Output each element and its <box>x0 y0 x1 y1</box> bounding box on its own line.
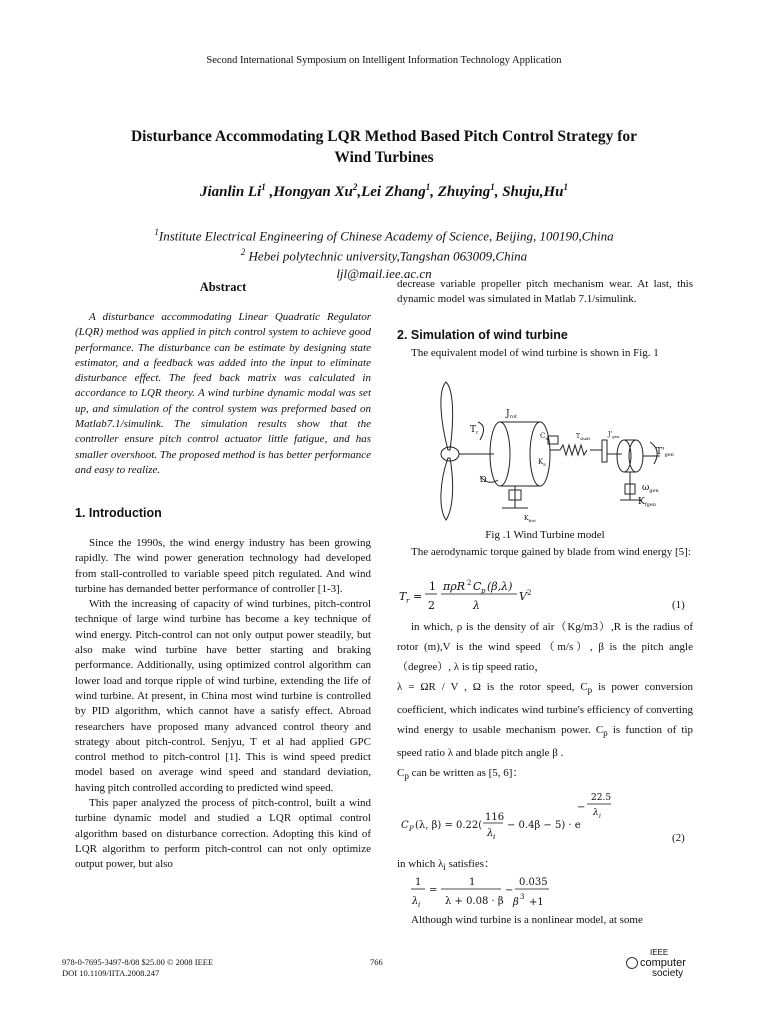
svg-text:2: 2 <box>467 579 472 587</box>
svg-text:=: = <box>429 885 438 896</box>
label-t-shaft: $T_{shaft}$ <box>576 433 591 441</box>
figure-caption: Fig .1 Wind Turbine model <box>485 529 605 541</box>
author-name: Jianlin Li <box>199 184 262 200</box>
where-paragraph-1: in which, ρ is the density of air（Kg/m3）,R is the radius of rotor (m),V is the wind speed（m/s）, β is the pitch angle （degree）, λ is tip speed ratio， <box>397 621 693 673</box>
affil-sup: 2 <box>240 247 246 258</box>
intro-paragraph-1: Since the 1990s, the wind energy industry has been growing rapidly. The wind power generation technology had developed from stall-controlled to variable speed pitch regulated. And wind turbine has demanded better performance of controller [1-3]. <box>75 537 371 595</box>
label-t-gen: $T'_{gen}$ <box>656 447 674 458</box>
affiliation-2: Hebei polytechnic university,Tangshan 063009,China <box>245 248 528 264</box>
author-name: ,Hongyan Xu <box>265 184 353 200</box>
author-name: , Zhuying <box>430 184 491 200</box>
svg-text:−: − <box>505 885 514 896</box>
svg-text:116: 116 <box>485 812 505 823</box>
label-j-rot: $J_{rot}$ <box>506 409 518 420</box>
svg-text:i: i <box>599 813 601 820</box>
svg-text:λ: λ <box>487 828 494 839</box>
svg-text:λ: λ <box>473 599 480 612</box>
svg-text:1: 1 <box>469 877 476 888</box>
svg-text:2: 2 <box>527 589 532 597</box>
svg-text:λ + 0.08 · β: λ + 0.08 · β <box>445 896 504 907</box>
svg-text:(λ, β) = 0.22(: (λ, β) = 0.22( <box>415 820 483 831</box>
affil-sup: 1 <box>154 227 159 237</box>
shaft-spring <box>560 445 587 455</box>
svg-text:0.035: 0.035 <box>519 877 548 888</box>
footer-left <box>62 957 213 979</box>
svg-text:22.5: 22.5 <box>591 793 612 803</box>
label-c-s: $C_s$ <box>540 432 548 442</box>
abstract-heading: Abstract <box>199 280 247 294</box>
svg-text:P: P <box>409 825 414 833</box>
svg-text:i: i <box>418 901 421 909</box>
author-name: , Shuju,Hu <box>494 184 564 200</box>
svg-text:p: p <box>481 587 486 595</box>
author-sup: 1 <box>563 182 569 192</box>
section2-heading: 2. Simulation of wind turbine <box>397 328 568 342</box>
svg-text:λ: λ <box>412 896 419 907</box>
where-paragraph-2: λ = ΩR / V , Ω is the rotor speed, $C_p$ is power conversion coefficient, which indicates wind turbine's efficiency of converting wind energy to usable mechanism power. $C_p$ is function of tip speed ratio λ and blade pitch angle β . <box>397 681 693 760</box>
equation-1 <box>397 576 693 616</box>
page-number: 766 <box>370 957 383 967</box>
section2-paragraph-1: The equivalent model of wind turbine is shown in Fig. 1 <box>411 347 659 359</box>
eq1-number: (1) <box>672 599 685 611</box>
svg-text:λ: λ <box>593 808 599 818</box>
eq2-number: (2) <box>672 832 685 844</box>
svg-text:3: 3 <box>520 893 525 901</box>
svg-text:2: 2 <box>428 599 435 612</box>
globe-icon <box>626 957 638 969</box>
label-t-r: $T_r$ <box>470 425 479 436</box>
affiliations <box>60 224 708 282</box>
svg-text:1: 1 <box>415 877 422 888</box>
intro-paragraph-3: This paper analyzed the process of pitch-control, built a wind turbine dynamic model and studied a LQR optimal control algorithm based on disturbance correction. Adopting this kind of LQR algorithm to perform pitch-control can not only optimize output power, but also <box>75 797 371 871</box>
lambda-i-intro: in which $\lambda_i$ satisfies： <box>397 858 496 873</box>
author-sup: 1 <box>261 182 266 192</box>
right-last-line: Although wind turbine is a nonlinear model, at some <box>411 914 643 926</box>
right-paragraph-0: decrease variable propeller pitch mechanism wear. At last, this dynamic model was simulated in Matlab 7.1/simulink. <box>397 278 693 306</box>
equation-2 <box>397 788 693 840</box>
author-sup: 2 <box>352 182 358 192</box>
svg-text:β: β <box>513 897 519 908</box>
svg-text:− 0.4β − 5) · e: − 0.4β − 5) · e <box>507 820 581 831</box>
footer-isbn: 978-0-7695-3497-8/08 $25.00 © 2008 IEEE <box>62 957 214 967</box>
abstract-paragraph: A disturbance accommodating Linear Quadratic Regulator (LQR) method was applied in pitch control system to achieve good performance. The disturbance can be estimate by designing state estimator, and a feedback was added into the input to eliminate disturbance effect. The feed back matrix was calculated in accordance to LQR theory. A wind turbine dynamic modal was set up, and simulation of the control system was preformed based on Matlab7.1/simulink. The simulation results show that the controller ensure pitch control actuator little fatigue, and has smaller overshoot. The proposed method is has better performance and easy to realize. <box>75 311 371 476</box>
conference-header: Second International Symposium on Intelligent Information Technology Application <box>206 55 562 66</box>
right-continuation <box>397 277 693 308</box>
author-sup: 1 <box>490 182 495 192</box>
author-name: ,Lei Zhang <box>357 184 426 200</box>
ieee-computer-society-logo: IEEE computer society <box>626 949 698 979</box>
intro-paragraph-2: With the increasing of capacity of wind turbines, pitch-control technique of large wind turbine has become a key technique of wind energy. Pitch-control can not only output power steadily, but also make wind turbine have better starting and braking performance. Additionally, using optimized control algorithm can lower load and torque ripple of wind turbine, extending the life of wind turbine. At present, in China most wind turbine is controlled by PID algorithm, which cannot have a satisfy effect. Abroad researchers have proposed many advanced control theory and strategy about pitch-control. Senjyu, T et al had applied GPC control method to pitch-control [1]. This is wind speed predict model based on average wind speed and standard deviation, having pitch controlled according to predicted wind speed. <box>75 598 371 794</box>
svg-text:−: − <box>577 802 586 813</box>
abstract-body <box>75 310 371 478</box>
rotor-torque-arrow <box>478 422 484 440</box>
svg-text:+1: +1 <box>529 897 544 908</box>
blade-upper <box>441 382 453 450</box>
svg-text:πρR: πρR <box>443 580 465 593</box>
author-sup: 1 <box>425 182 431 192</box>
label-omega-gen: $\omega_{gen}$ <box>642 483 659 494</box>
svg-text:=: = <box>413 590 423 603</box>
email: ljl@mail.iee.ac.cn <box>336 265 432 281</box>
variable-definitions <box>397 617 693 787</box>
paper-title <box>60 126 708 168</box>
intro-heading: 1. Introduction <box>75 506 162 520</box>
label-k-gen: $K_{fgen}$ <box>638 497 656 508</box>
footer-doi: DOI 10.1109/IITA.2008.247 <box>62 968 160 978</box>
svg-text:T: T <box>399 590 407 603</box>
title-line-1: Disturbance Accommodating LQR Method Based Pitch Control Strategy for <box>130 128 637 145</box>
section2-intro <box>397 346 693 361</box>
affiliation-1: Institute Electrical Engineering of Chinese Academy of Science, Beijing, 100190,China <box>158 228 614 244</box>
svg-text:V: V <box>519 590 527 603</box>
wind-turbine-model-figure <box>410 380 700 525</box>
label-k-frot: $K_{frot}$ <box>524 515 536 523</box>
aero-paragraph: The aerodynamic torque gained by blade from wind energy [5]: <box>411 546 691 558</box>
svg-text:C: C <box>401 820 409 831</box>
intro-body <box>75 536 371 873</box>
label-j-gen: $J'_{gen}$ <box>608 431 620 439</box>
svg-text:i: i <box>493 833 496 840</box>
label-k-s: $K_s$ <box>538 458 546 468</box>
author-list <box>60 182 708 201</box>
svg-text:1: 1 <box>429 580 436 593</box>
svg-text:C: C <box>473 580 482 593</box>
equation-3 <box>397 872 693 914</box>
svg-text:r: r <box>406 597 410 605</box>
aero-text-block <box>397 545 693 560</box>
svg-text:(β,λ): (β,λ) <box>487 580 513 593</box>
title-line-2: Wind Turbines <box>334 149 434 166</box>
where-paragraph-3: $C_p$ can be written as [5, 6]： <box>397 767 524 782</box>
blade-lower <box>441 458 453 520</box>
label-omega: Ω <box>480 475 487 484</box>
